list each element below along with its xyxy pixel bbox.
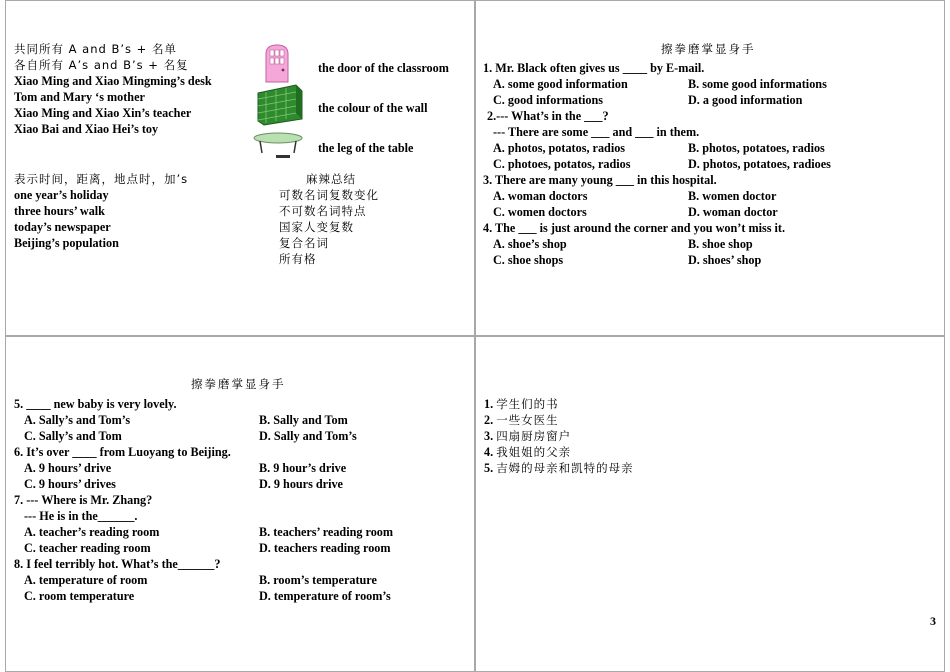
text-line: Xiao Bai and Xiao Hei’s toy [14, 122, 159, 136]
option: B. shoe shop [688, 237, 753, 251]
option: C. photoes, potatos, radios [493, 157, 631, 171]
text-line: three hours’ walk [14, 204, 105, 218]
text-line: today’s newspaper [14, 220, 111, 234]
text-line: Beijing’s population [14, 236, 119, 250]
summary-item: 不可数名词特点 [279, 204, 367, 218]
text-line: Xiao Ming and Xiao Xin’s teacher [14, 106, 192, 120]
option: C. teacher reading room [24, 541, 151, 555]
text-line: one year’s holiday [14, 188, 109, 202]
door-icon [264, 44, 290, 84]
question-2-line-2: --- There are some ___ and ___ in them. [493, 125, 700, 139]
option: B. some good informations [688, 77, 827, 91]
option: A. shoe’s shop [493, 237, 567, 251]
summary-item: 国家人变复数 [279, 220, 354, 234]
panel-exercise-1-4 [475, 0, 945, 336]
option: B. 9 hour’s drive [259, 461, 347, 475]
option: C. women doctors [493, 205, 587, 219]
question-5: 5. ____ new baby is very lovely. [14, 397, 177, 411]
translation-item: 3. 四扇厨房窗户 [484, 429, 572, 443]
option: D. teachers reading room [259, 541, 391, 555]
exercise-title: 擦拳磨掌显身手 [191, 377, 286, 391]
translation-item: 1. 学生们的书 [484, 397, 559, 411]
table-icon [252, 131, 304, 161]
option: A. some good information [493, 77, 628, 91]
option: D. temperature of room’s [259, 589, 391, 603]
option: A. 9 hours’ drive [24, 461, 112, 475]
translation-item: 4. 我姐姐的父亲 [484, 445, 572, 459]
option: D. 9 hours drive [259, 477, 343, 491]
option: C. Sally’s and Tom [24, 429, 122, 443]
translation-item: 5. 吉姆的母亲和凯特的母亲 [484, 461, 634, 475]
option: C. room temperature [24, 589, 135, 603]
summary-item: 可数名词复数变化 [279, 188, 379, 202]
question-7: 7. --- Where is Mr. Zhang? [14, 493, 153, 507]
text-line: Xiao Ming and Xiao Mingming’s desk [14, 74, 212, 88]
option: C. shoe shops [493, 253, 564, 267]
question-3: 3. There are many young ___ in this hospital. [483, 173, 717, 187]
summary-item: 所有格 [279, 252, 317, 266]
panel-possessive-rules [5, 0, 475, 336]
question-4: 4. The ___ is just around the corner and you won’t miss it. [483, 221, 786, 235]
of-phrase-wall: the colour of the wall [318, 101, 428, 115]
page-number: 3 [930, 614, 936, 628]
option: B. women doctor [688, 189, 777, 203]
exercise-title: 擦拳磨掌显身手 [661, 42, 756, 56]
text-line: Tom and Mary ‘s mother [14, 90, 145, 104]
translation-item: 2. 一些女医生 [484, 413, 559, 427]
text-line: 共同所有 A and B’s + 名单 [14, 42, 177, 56]
question-7-line-2: --- He is in the______. [24, 509, 138, 523]
option: C. 9 hours’ drives [24, 477, 116, 491]
option: A. teacher’s reading room [24, 525, 160, 539]
option: B. photos, potatoes, radios [688, 141, 825, 155]
panel-translation [475, 336, 945, 672]
option: A. woman doctors [493, 189, 588, 203]
of-phrase-table: the leg of the table [318, 141, 414, 155]
question-2: 2.--- What’s in the ___? [487, 109, 609, 123]
summary-item: 复合名词 [279, 236, 329, 250]
option: D. woman doctor [688, 205, 778, 219]
brick-wall-icon [256, 83, 304, 127]
summary-heading: 麻辣总结 [306, 172, 356, 186]
option: B. teachers’ reading room [259, 525, 394, 539]
option: D. shoes’ shop [688, 253, 762, 267]
panel-exercise-5-8 [5, 336, 475, 672]
option: D. Sally and Tom’s [259, 429, 357, 443]
question-8: 8. I feel terribly hot. What’s the______? [14, 557, 221, 571]
option: C. good informations [493, 93, 604, 107]
option: D. a good information [688, 93, 803, 107]
option: B. room’s temperature [259, 573, 377, 587]
question-6: 6. It’s over ____ from Luoyang to Beijing. [14, 445, 231, 459]
option: A. temperature of room [24, 573, 148, 587]
text-line: 各自所有 A’s and B’s + 名复 [14, 58, 189, 72]
question-1: 1. Mr. Black often gives us ____ by E-mail. [483, 61, 705, 75]
option: B. Sally and Tom [259, 413, 348, 427]
option: D. photos, potatoes, radioes [688, 157, 831, 171]
option: A. photos, potatos, radios [493, 141, 626, 155]
time-heading: 表示时间，距离，地点时，加’s [14, 172, 189, 186]
of-phrase-door: the door of the classroom [318, 61, 449, 75]
option: A. Sally’s and Tom’s [24, 413, 131, 427]
